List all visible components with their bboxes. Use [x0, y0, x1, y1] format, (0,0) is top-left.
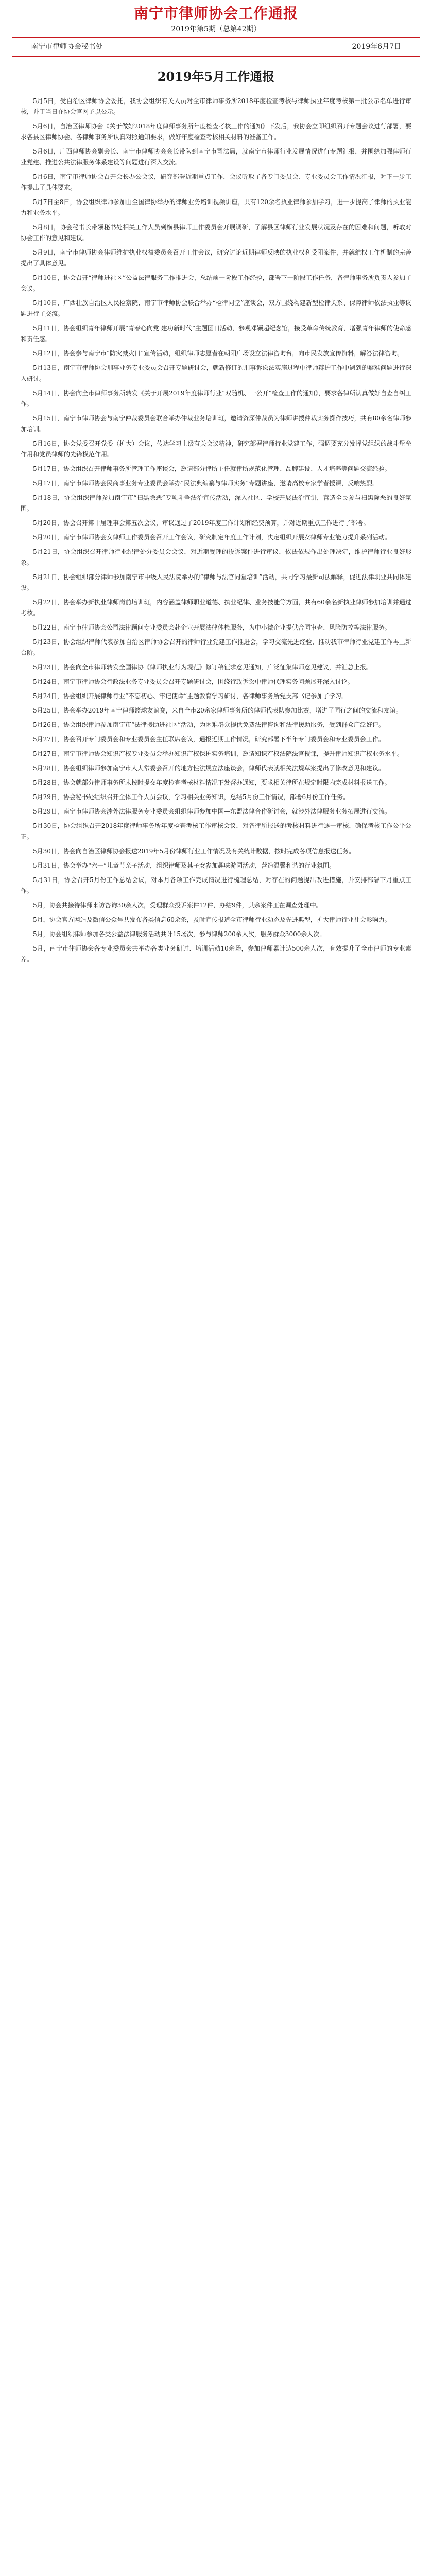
report-item: 5月31日，协会召开5月份工作总结会议，对本月各项工作完成情况进行梳理总结，对存在的问题提出改进措施，并安排部署下月重点工作。 [21, 876, 411, 894]
report-item: 5月14日，协会向全市律师事务所转发《关于开展2019年度律师行业“双随机、一公开”检查工作的通知》，要求各律所认真做好自查自纠工作。 [21, 389, 411, 408]
issue-number: 2019年第5期（总第42期） [171, 25, 261, 33]
report-item: 5月12日，协会参与南宁市“防灾减灾日”宣传活动，组织律师志愿者在朝阳广场设立法律咨询台，向市民发放宣传资料，解答法律咨询。 [33, 350, 404, 357]
report-item: 5月6日，广西律师协会副会长、南宁市律师协会会长带队到南宁市司法局，就南宁市律师行业发展情况进行专题汇报，并围绕加强律师行业党建、推进公共法律服务体系建设等问题进行深入交流。 [21, 148, 411, 166]
report-item: 5月，协会共接待律师来访咨询30余人次，受理群众投诉案件12件，办结9件，其余案件正在调查处理中。 [33, 902, 322, 909]
report-item: 5月10日，协会召开“律师进社区”公益法律服务工作推进会，总结前一阶段工作经验，部署下一阶段工作任务，各律师事务所负责人参加了会议。 [21, 274, 411, 292]
publisher: 南宁市律师协会秘书处 [31, 43, 103, 51]
report-item: 5月7日至8日，协会组织律师参加由全国律协举办的律师业务培训视频讲座，共有120余名执业律师参加学习，进一步提高了律师的执业能力和业务水平。 [21, 198, 411, 216]
report-item: 5月26日，协会组织律师参加南宁市“法律援助进社区”活动，为困难群众提供免费法律咨询和法律援助服务，受到群众广泛好评。 [33, 721, 385, 728]
report-item: 5月5日，受自治区律师协会委托，我协会组织有关人员对全市律师事务所2018年度检查考核与律师执业年度考核第一批公示名单进行审核，并于当日在协会官网予以公示。 [21, 97, 411, 115]
report-item: 5月23日，协会向全市律师转发全国律协《律师执业行为规范》修订稿征求意见通知，广泛征集律师意见建议，并汇总上报。 [33, 664, 372, 671]
report-item: 5月15日，南宁市律师协会与南宁仲裁委员会联合举办仲裁业务培训班，邀请资深仲裁员为律师讲授仲裁实务操作技巧，共有80余名律师参加培训。 [21, 415, 411, 433]
publish-date: 2019年6月7日 [352, 43, 401, 51]
report-item: 5月25日，协会举办2019年南宁律师篮球友谊赛，来自全市20余家律师事务所的律师代表队参加比赛，增进了同行之间的交流和友谊。 [33, 707, 402, 714]
masthead-title: 南宁市律师协会工作通报 [133, 5, 298, 22]
report-item: 5月28日，协会就部分律师事务所未按时提交年度检查考核材料情况下发督办通知，要求相关律所在规定时限内完成材料报送工作。 [33, 779, 391, 786]
report-item: 5月13日，南宁市律师协会刑事业务专业委员会召开专题研讨会，就新修订的刑事诉讼法实施过程中律师辩护工作中遇到的疑难问题进行深入研讨。 [21, 364, 411, 382]
report-item: 5月27日，南宁市律师协会知识产权专业委员会举办知识产权保护实务培训，邀请知识产权法院法官授课，提升律师知识产权业务水平。 [33, 750, 403, 757]
report-item: 5月29日，南宁市律师协会涉外法律服务专业委员会组织律师参加中国—东盟法律合作研讨会，就涉外法律服务业务拓展进行交流。 [33, 808, 391, 815]
masthead [0, 0, 432, 35]
report-item: 5月8日，协会秘书长带领秘书处相关工作人员到横县律师工作委员会开展调研，了解县区律师行业发展状况及存在的困难和问题，听取对协会工作的意见和建议。 [21, 224, 411, 242]
report-item: 5月27日，协会召开专门委员会和专业委员会主任联席会议，通报近期工作情况，研究部署下半年专门委员会和专业委员会工作。 [33, 736, 385, 743]
report-item: 5月17日，协会组织召开律师事务所管理工作座谈会，邀请部分律所主任就律所规范化管理、品牌建设、人才培养等问题交流经验。 [33, 465, 391, 472]
report-item: 5月29日，协会秘书处组织召开全体工作人员会议，学习相关业务知识，总结5月份工作情况，部署6月份工作任务。 [33, 793, 350, 801]
report-item: 5月28日，协会组织律师参加南宁市人大常委会召开的地方性法规立法座谈会，律师代表就相关法规草案提出了修改意见和建议。 [33, 765, 385, 772]
report-item: 5月20日，南宁市律师协会女律师工作委员会召开工作会议，研究制定年度工作计划，决定组织开展女律师专业能力提升系列活动。 [33, 534, 391, 541]
report-item: 5月21日，协会组织召开律师行业纪律处分委员会会议，对近期受理的投诉案件进行审议，依法依规作出处理决定，维护律师行业良好形象。 [21, 548, 411, 566]
report-item: 5月20日，协会召开第十届理事会第五次会议，审议通过了2019年度工作计划和经费预算，并对近期重点工作进行了部署。 [33, 519, 370, 527]
report-item: 5月30日，协会组织召开2018年度律师事务所年度检查考核工作审核会议，对各律所报送的考核材料进行逐一审核，确保考核工作公平公正。 [21, 822, 411, 840]
report-item: 5月21日，协会组织部分律师参加南宁市中级人民法院举办的“律师与法官同堂培训”活动，共同学习最新司法解释，促进法律职业共同体建设。 [21, 573, 411, 591]
masthead-rule-bottom [12, 56, 420, 57]
report-item: 5月22日，协会举办新执业律师岗前培训班，内容涵盖律师职业道德、执业纪律、业务技能等方面，共有60余名新执业律师参加培训并通过考核。 [21, 599, 411, 617]
masthead-rule-top [12, 37, 420, 38]
document-title: 2019年5月工作通报 [157, 69, 275, 84]
report-item: 5月9日，南宁市律师协会律师维护执业权益委员会召开工作会议，研究讨论近期律师反映的执业权利受阻案件，并就维权工作机制的完善提出了具体意见。 [21, 249, 411, 267]
report-item: 5月11日，协会组织青年律师开展“青春心向党 建功新时代”主题团日活动，参观邓颖超纪念馆，接受革命传统教育，增强青年律师的使命感和责任感。 [21, 325, 411, 343]
report-item: 5月，南宁市律师协会各专业委员会共举办各类业务研讨、培训活动10余场，参加律师累计达500余人次，有效提升了全市律师的专业素养。 [21, 945, 411, 963]
report-item: 5月，协会组织律师参加各类公益法律服务活动共计15场次，参与律师200余人次，服务群众3000余人次。 [33, 930, 326, 938]
report-item: 5月10日，广西壮族自治区人民检察院、南宁市律师协会联合举办“检律同堂”座谈会，双方围绕构建新型检律关系、保障律师依法执业等议题进行了交流。 [21, 299, 411, 317]
report-item: 5月16日，协会党委召开党委（扩大）会议，传达学习上级有关会议精神，研究部署律师行业党建工作，强调要充分发挥党组织的战斗堡垒作用和党员律师的先锋模范作用。 [21, 440, 411, 458]
report-item: 5月24日，南宁市律师协会行政法业务专业委员会召开专题研讨会，围绕行政诉讼中律师代理实务问题展开深入讨论。 [33, 678, 354, 685]
report-item: 5月22日，南宁市律师协会公司法律顾问专业委员会赴企业开展法律体检服务，为中小微企业提供合同审查、风险防控等法律服务。 [33, 624, 391, 631]
report-item: 5月，协会官方网站及微信公众号共发布各类信息60余条，及时宣传报道全市律师行业动态及先进典型，扩大律师行业社会影响力。 [33, 916, 391, 923]
report-item: 5月18日，协会组织律师参加南宁市“扫黑除恶”专项斗争法治宣传活动，深入社区、学校开展法治宣讲，营造全民参与扫黑除恶的良好氛围。 [21, 494, 411, 512]
report-item: 5月30日，协会向自治区律师协会报送2019年5月份律师行业工作情况及有关统计数据，按时完成各项信息报送任务。 [33, 848, 355, 855]
report-item: 5月24日，协会组织开展律师行业“不忘初心、牢记使命”主题教育学习研讨，各律师事务所党支部书记参加了学习。 [33, 692, 348, 700]
masthead-meta [31, 41, 401, 53]
report-item: 5月6日，南宁市律师协会召开会长办公会议，研究部署近期重点工作，会议听取了各专门委员会、专业委员会工作情况汇报，对下一步工作提出了具体要求。 [21, 173, 411, 191]
report-body [21, 96, 411, 965]
report-item: 5月6日，自治区律师协会《关于做好2018年度律师事务所年度检查考核工作的通知》下发后，我协会立即组织召开专题会议进行部署，要求各县区律师协会、各律师事务所认真对照通知要求，做好年度检查考核相关材料的准备工作。 [21, 123, 411, 141]
report-item: 5月31日，协会举办“六一”儿童节亲子活动，组织律师及其子女参加趣味游园活动，营造温馨和谐的行业氛围。 [33, 862, 336, 869]
report-item: 5月17日，南宁市律师协会民商事业务专业委员会举办“民法典编纂与律师实务”专题讲座，邀请高校专家学者授课，反响热烈。 [33, 480, 379, 487]
report-item: 5月23日，协会组织律师代表参加自治区律师协会召开的律师行业党建工作推进会，学习交流先进经验，推动我市律师行业党建工作再上新台阶。 [21, 638, 411, 656]
